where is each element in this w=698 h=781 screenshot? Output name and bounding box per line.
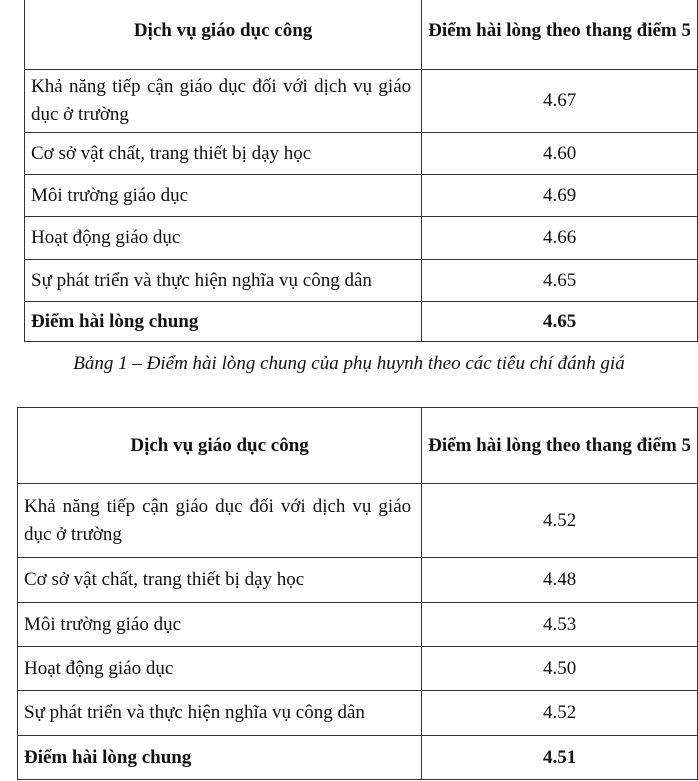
row-score: 4.50 [422,647,698,691]
row-score: 4.65 [422,260,698,302]
table-row [25,217,698,260]
row-score: 4.52 [422,691,698,736]
total-score: 4.65 [422,302,698,342]
header-score: Điểm hài lòng theo thang điểm 5 [422,0,698,70]
header-score: Điểm hài lòng theo thang điểm 5 [422,408,698,484]
row-service: Môi trường giáo dục [25,175,422,217]
table-row [18,691,698,736]
row-service: Khả năng tiếp cận giáo dục đối với dịch vụ giáo dục ở trường [18,484,422,558]
row-score: 4.67 [422,70,698,133]
table-row [25,70,698,133]
row-score: 4.48 [422,558,698,603]
row-service: Cơ sở vật chất, trang thiết bị dạy học [25,133,422,175]
table-caption: Bảng 1 – Điểm hài lòng chung của phụ huynh theo các tiêu chí đánh giá [73,353,625,374]
total-label: Điểm hài lòng chung [25,302,422,342]
row-service: Cơ sở vật chất, trang thiết bị dạy học [18,558,422,603]
row-score: 4.53 [422,603,698,647]
row-score: 4.66 [422,217,698,260]
satisfaction-table-1 [24,0,698,342]
table-row [25,175,698,217]
total-row [25,302,698,342]
table-row [18,603,698,647]
table-row [25,260,698,302]
total-row [18,736,698,780]
table-row [18,647,698,691]
header-service: Dịch vụ giáo dục công [18,408,422,484]
row-score: 4.69 [422,175,698,217]
row-service: Sự phát triển và thực hiện nghĩa vụ công dân [18,691,422,736]
total-label: Điểm hài lòng chung [18,736,422,780]
table-header-row [18,408,698,484]
row-service: Khả năng tiếp cận giáo dục đối với dịch vụ giáo dục ở trường [25,70,422,133]
row-service: Hoạt động giáo dục [25,217,422,260]
table-row [18,484,698,558]
header-service: Dịch vụ giáo dục công [25,0,422,70]
row-service: Sự phát triển và thực hiện nghĩa vụ công dân [25,260,422,302]
row-score: 4.60 [422,133,698,175]
table-header-row [25,0,698,70]
total-score: 4.51 [422,736,698,780]
table-row [25,133,698,175]
table-row [18,558,698,603]
row-service: Môi trường giáo dục [18,603,422,647]
row-score: 4.52 [422,484,698,558]
satisfaction-table-2 [17,407,698,780]
row-service: Hoạt động giáo dục [18,647,422,691]
